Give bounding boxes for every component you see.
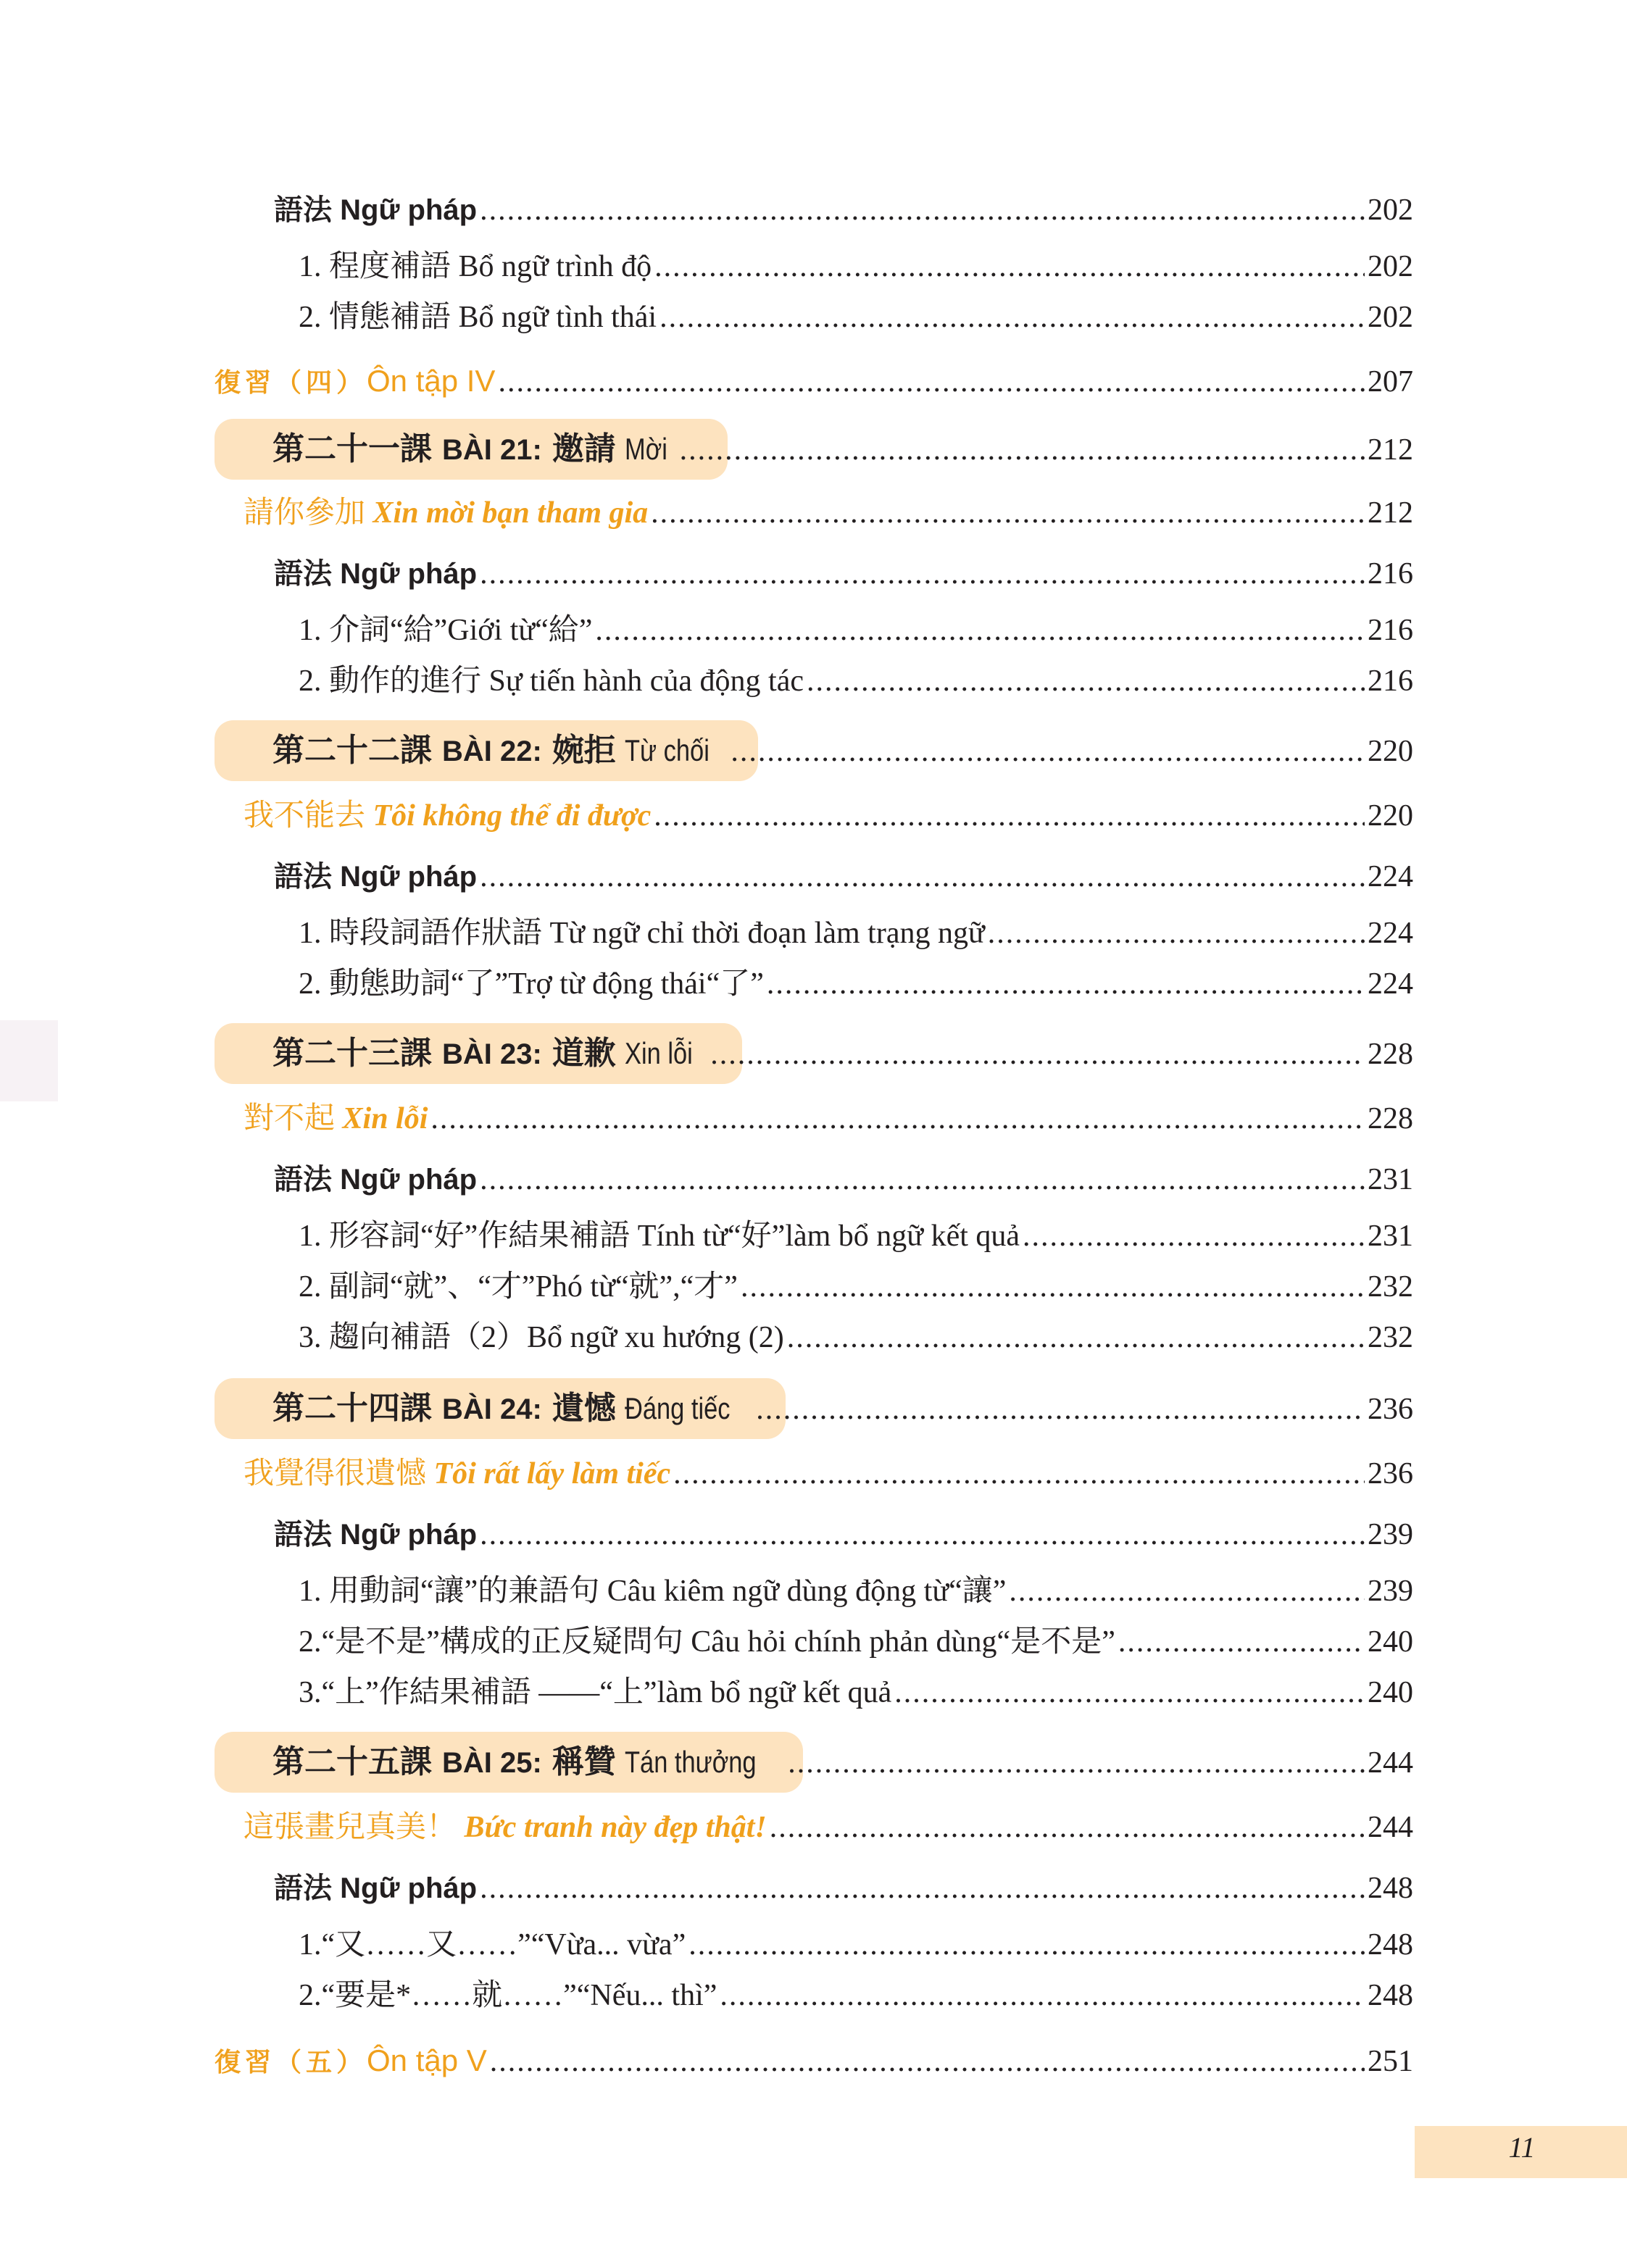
toc-dialog-entry[interactable] <box>244 793 1413 839</box>
toc-grammar-item[interactable] <box>299 910 1413 956</box>
grammar-item-title: 2.“要是*……就……”“Nếu... thì” <box>299 1979 717 2012</box>
page-number-ref: 251 <box>1368 2045 1413 2078</box>
dot-leader <box>787 1314 1365 1361</box>
toc-grammar-item[interactable] <box>299 607 1413 654</box>
page-number-ref: 224 <box>1368 917 1413 950</box>
page-number-ref: 202 <box>1368 193 1413 227</box>
toc-grammar-item[interactable] <box>299 1568 1413 1614</box>
grammar-label-vi: Ngữ pháp <box>340 194 478 226</box>
grammar-label-zh: 語法 <box>274 1872 332 1904</box>
toc-lesson-entry[interactable] <box>215 720 1413 781</box>
grammar-item-title: 1. 時段詞語作狀語 Từ ngữ chỉ thời đoạn làm trạng ngữ <box>299 917 985 950</box>
grammar-item-title: 2. 情態補語 Bổ ngữ tình thái <box>299 301 657 334</box>
dialog-title-vi: Tôi rất lấy làm tiếc <box>433 1457 671 1491</box>
page-number-ref: 228 <box>1368 1102 1413 1135</box>
dot-leader <box>688 1922 1365 1968</box>
page-number-ref: 240 <box>1368 1676 1413 1709</box>
page-number-ref: 220 <box>1368 799 1413 833</box>
dot-leader <box>894 1669 1365 1716</box>
toc-grammar-entry[interactable] <box>274 854 1413 900</box>
grammar-label-vi: Ngữ pháp <box>340 1872 478 1904</box>
grammar-item-title: 1. 用動詞“讓”的兼語句 Câu kiêm ngữ dùng động từ“讓” <box>299 1575 1007 1608</box>
page-number-ref: 207 <box>1368 365 1413 399</box>
page-number: 11 <box>1508 2131 1536 2164</box>
toc-grammar-item[interactable] <box>299 1669 1413 1716</box>
dot-leader <box>710 1031 1365 1077</box>
dot-leader <box>480 1865 1365 1911</box>
grammar-item-title: 2. 動態助詞“了”Trợ từ động thái“了” <box>299 967 764 1001</box>
page-number-ref: 232 <box>1368 1270 1413 1304</box>
page-number-ref: 244 <box>1368 1746 1413 1780</box>
page-number-ref: 220 <box>1368 735 1413 768</box>
dot-leader <box>731 728 1365 775</box>
toc-grammar-item[interactable] <box>299 1264 1413 1310</box>
toc-review-entry[interactable] <box>215 358 1413 404</box>
toc-lesson-entry[interactable] <box>215 419 1413 480</box>
grammar-item-title: 2. 動作的進行 Sự tiến hành của động tác <box>299 664 804 698</box>
toc-grammar-item[interactable] <box>299 1213 1413 1259</box>
lesson-number-vi: BÀI 24: <box>442 1393 542 1425</box>
grammar-item-title: 1. 介詞“給”Giới từ“給” <box>299 614 593 647</box>
side-edge-tab <box>0 1020 58 1101</box>
page-number-ref: 231 <box>1368 1163 1413 1196</box>
page-number-ref: 224 <box>1368 967 1413 1001</box>
dot-leader <box>1118 1619 1365 1665</box>
lesson-topic-vi: Mời <box>624 432 667 466</box>
lesson-number-zh: 第二十二課 <box>272 733 432 768</box>
lesson-number-vi: BÀI 25: <box>442 1747 542 1779</box>
lesson-number-vi: BÀI 23: <box>442 1038 542 1070</box>
lesson-topic-zh: 婉拒 <box>552 733 616 768</box>
dot-leader <box>654 243 1365 290</box>
grammar-item-title: 3. 趨向補語（2）Bổ ngữ xu hướng (2) <box>299 1321 784 1354</box>
dot-leader <box>720 1972 1365 2019</box>
dialog-title-vi: Tôi không thể đi được <box>373 799 652 833</box>
dot-leader <box>480 1512 1365 1558</box>
toc-dialog-entry[interactable] <box>244 490 1413 536</box>
lesson-number-zh: 第二十四課 <box>272 1391 432 1426</box>
toc-grammar-entry[interactable] <box>274 551 1413 597</box>
review-label-zh: 復習（五） <box>215 2047 367 2077</box>
review-label-vi: Ôn tập IV <box>367 364 496 398</box>
page-number-box <box>1415 2126 1627 2178</box>
toc-grammar-item[interactable] <box>299 294 1413 341</box>
dialog-title-vi: Xin mời bạn tham gia <box>373 496 649 530</box>
dot-leader <box>788 1740 1365 1786</box>
toc-dialog-entry[interactable] <box>244 1096 1413 1142</box>
page-number-ref: 212 <box>1368 496 1413 530</box>
page-number-ref: 236 <box>1368 1457 1413 1491</box>
lesson-number-zh: 第二十五課 <box>272 1744 432 1780</box>
grammar-label-zh: 語法 <box>274 194 332 226</box>
dot-leader <box>480 187 1365 233</box>
grammar-label-zh: 語法 <box>274 861 332 893</box>
toc-dialog-entry[interactable] <box>244 1451 1413 1497</box>
toc-grammar-item[interactable] <box>299 1314 1413 1361</box>
page-number-ref: 248 <box>1368 1872 1413 1905</box>
page-number-ref: 231 <box>1368 1220 1413 1253</box>
page-number-ref: 216 <box>1368 614 1413 647</box>
toc-grammar-entry[interactable] <box>274 1512 1413 1558</box>
dialog-title-vi: Bức tranh này đẹp thật! <box>464 1811 767 1844</box>
page-number-ref: 240 <box>1368 1625 1413 1659</box>
toc-grammar-item[interactable] <box>299 243 1413 290</box>
dot-leader <box>770 1804 1365 1851</box>
lesson-topic-vi: Xin lỗi <box>624 1036 693 1070</box>
dialog-title-zh: 這張畫兒真美！ <box>244 1811 457 1844</box>
dot-leader <box>673 1451 1365 1497</box>
page-number-ref: 202 <box>1368 301 1413 334</box>
page-number-ref: 239 <box>1368 1518 1413 1551</box>
toc-grammar-item[interactable] <box>299 1922 1413 1968</box>
lesson-topic-zh: 稱贊 <box>552 1744 616 1780</box>
toc-lesson-entry[interactable] <box>215 1732 1413 1793</box>
page-number-ref: 244 <box>1368 1811 1413 1844</box>
page-number-ref: 212 <box>1368 433 1413 467</box>
lesson-topic-vi: Từ chối <box>624 733 710 767</box>
dialog-title-vi: Xin lỗi <box>342 1102 428 1135</box>
toc-lesson-entry[interactable] <box>215 1023 1413 1084</box>
grammar-item-title: 1. 形容詞“好”作結果補語 Tính từ“好”làm bổ ngữ kết quả <box>299 1220 1020 1253</box>
dot-leader <box>654 793 1365 839</box>
page-number-ref: 248 <box>1368 1979 1413 2012</box>
lesson-number-zh: 第二十三課 <box>272 1035 432 1071</box>
review-label-zh: 復習（四） <box>215 367 367 397</box>
toc-grammar-item[interactable] <box>299 961 1413 1007</box>
toc-review-entry[interactable] <box>215 2038 1413 2084</box>
dot-leader <box>480 854 1365 900</box>
dot-leader <box>490 2038 1365 2085</box>
page-number-ref: 232 <box>1368 1321 1413 1354</box>
dot-leader <box>1023 1213 1365 1259</box>
dot-leader <box>741 1264 1365 1310</box>
lesson-topic-vi: Tán thưởng <box>624 1745 757 1779</box>
toc-grammar-item[interactable] <box>299 1972 1413 2019</box>
lesson-topic-zh: 道歉 <box>552 1035 616 1071</box>
page-number-ref: 236 <box>1368 1393 1413 1426</box>
toc-dialog-entry[interactable] <box>244 1804 1413 1851</box>
dot-leader <box>988 910 1365 956</box>
dot-leader <box>1009 1568 1365 1614</box>
lesson-number-vi: BÀI 22: <box>442 735 542 767</box>
grammar-label-zh: 語法 <box>274 1164 332 1196</box>
grammar-label-vi: Ngữ pháp <box>340 861 478 893</box>
dot-leader <box>480 551 1365 597</box>
dot-leader <box>651 490 1365 536</box>
grammar-label-zh: 語法 <box>274 558 332 590</box>
dot-leader <box>430 1096 1365 1142</box>
page-number-ref: 216 <box>1368 664 1413 698</box>
page-number-ref: 248 <box>1368 1928 1413 1961</box>
dot-leader <box>807 658 1365 704</box>
toc-grammar-entry[interactable] <box>274 1865 1413 1911</box>
lesson-number-vi: BÀI 21: <box>442 434 542 466</box>
dot-leader <box>480 1156 1365 1203</box>
toc-grammar-item[interactable] <box>299 658 1413 704</box>
dot-leader <box>756 1386 1365 1433</box>
grammar-label-vi: Ngữ pháp <box>340 1519 478 1551</box>
dot-leader <box>659 294 1365 341</box>
page-number-ref: 239 <box>1368 1575 1413 1608</box>
grammar-item-title: 1.“又……又……”“Vừa... vừa” <box>299 1928 686 1961</box>
grammar-label-zh: 語法 <box>274 1519 332 1551</box>
dialog-title-zh: 請你參加 <box>244 496 366 530</box>
grammar-item-title: 3.“上”作結果補語 ——“上”làm bổ ngữ kết quả <box>299 1676 892 1709</box>
page-number-ref: 202 <box>1368 250 1413 283</box>
toc-grammar-item[interactable] <box>299 1619 1413 1665</box>
toc-grammar-entry[interactable] <box>274 1156 1413 1203</box>
dot-leader <box>498 359 1365 405</box>
dialog-title-zh: 對不起 <box>244 1102 336 1135</box>
page-number-ref: 228 <box>1368 1038 1413 1071</box>
lesson-topic-zh: 遺憾 <box>552 1391 616 1426</box>
page-number-ref: 216 <box>1368 557 1413 591</box>
dot-leader <box>767 961 1365 1007</box>
dialog-title-zh: 我覺得很遺憾 <box>244 1457 427 1491</box>
grammar-label-vi: Ngữ pháp <box>340 558 478 590</box>
dialog-title-zh: 我不能去 <box>244 799 366 833</box>
grammar-item-title: 2. 副詞“就”、“才”Phó từ“就”,“才” <box>299 1270 738 1304</box>
dot-leader <box>680 427 1365 473</box>
grammar-item-title: 2.“是不是”構成的正反疑問句 Câu hỏi chính phản dùng“是不是” <box>299 1625 1115 1659</box>
review-label-vi: Ôn tập V <box>367 2043 487 2077</box>
lesson-number-zh: 第二十一課 <box>272 431 432 467</box>
grammar-item-title: 1. 程度補語 Bổ ngữ trình độ <box>299 250 652 283</box>
toc-grammar-entry[interactable] <box>274 187 1413 233</box>
lesson-topic-zh: 邀請 <box>552 431 616 467</box>
grammar-label-vi: Ngữ pháp <box>340 1164 478 1196</box>
page-number-ref: 224 <box>1368 860 1413 893</box>
lesson-topic-vi: Đáng tiếc <box>624 1391 731 1425</box>
dot-leader <box>595 607 1365 654</box>
toc-lesson-entry[interactable] <box>215 1378 1413 1439</box>
